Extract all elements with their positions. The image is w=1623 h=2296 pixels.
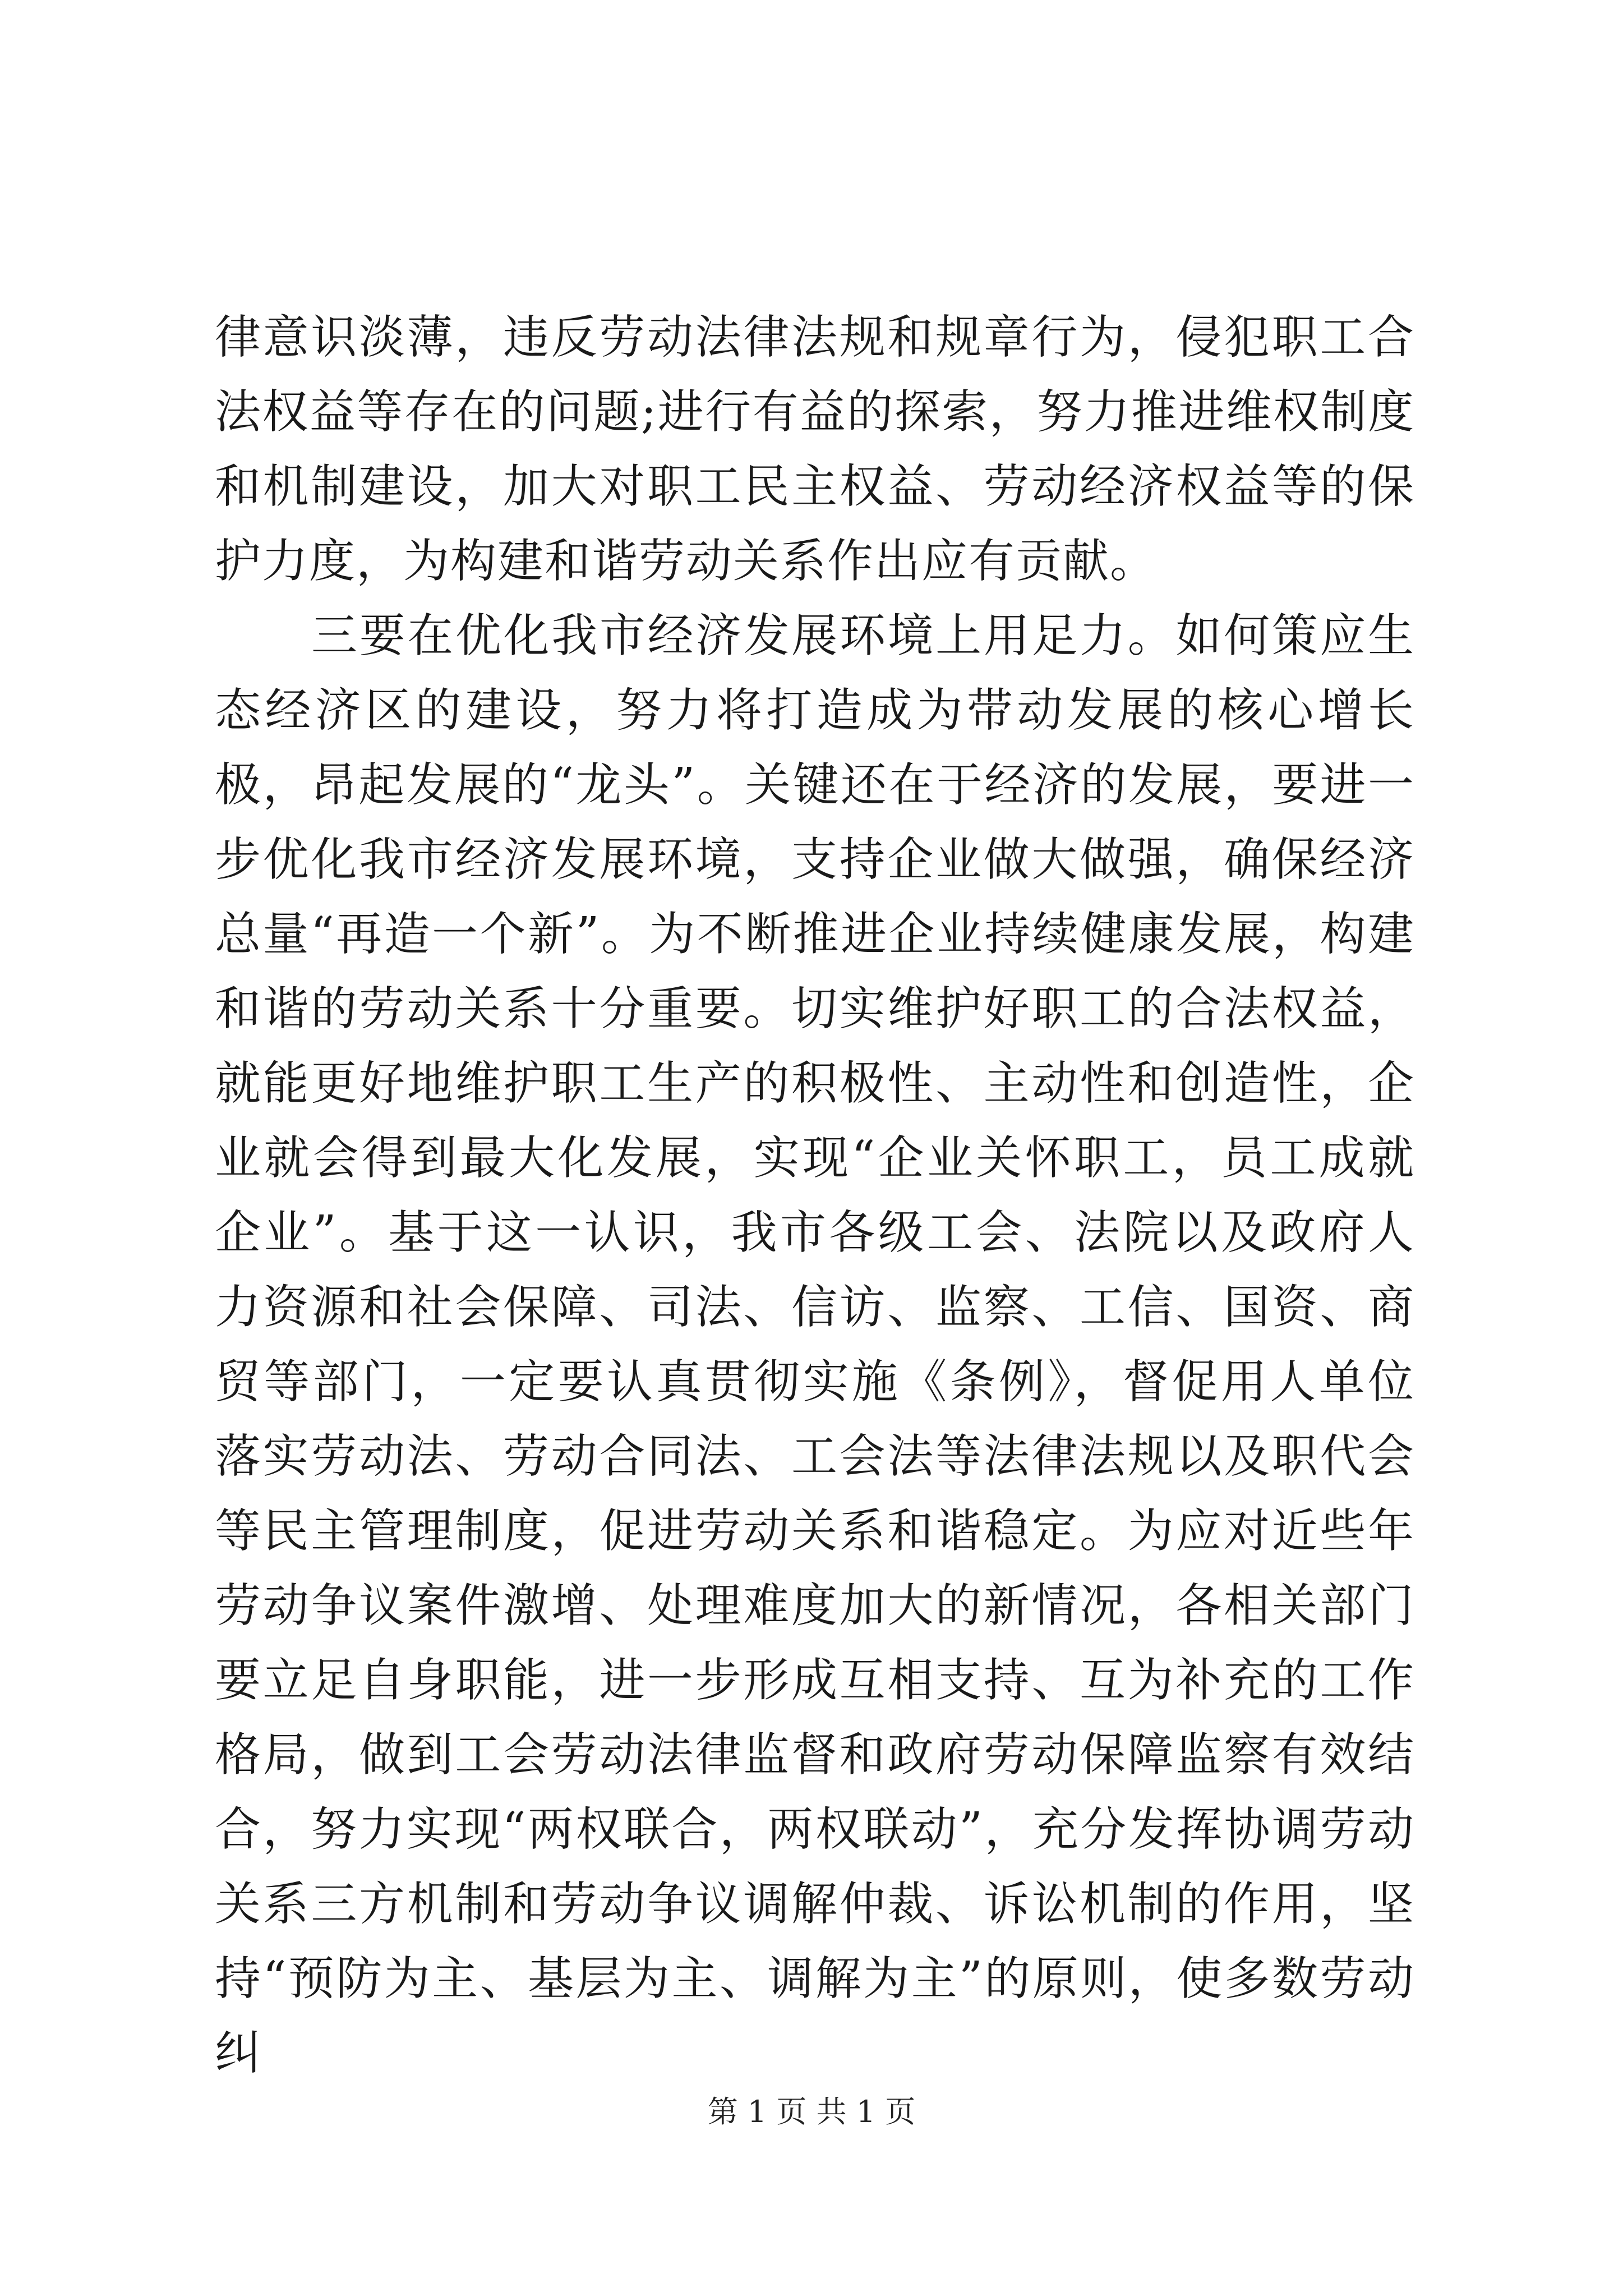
paragraph-2: 三要在优化我市经济发展环境上用足力。如何策应生态经济区的建设，努力将打造成为带动发展的核心增长极，昂起发展的“龙头”。关键还在于经济的发展，要进一步优化我市经济发展环境，支持企业做大做强，确保经济总量“再造一个新”。为不断推进企业持续健康发展，构建和谐的劳动关系十分重要。切实维护好职工的合法权益，就能更好地维护职工生产的积极性、主动性和创造性，企业就会得到最大化发展，实现“企业关怀职工，员工成就企业”。基于这一认识，我市各级工会、法院以及政府人力资源和社会保障、司法、信访、监察、工信、国资、商贸等部门，一定要认真贯彻实施《条例》，督促用人单位落实劳动法、劳动合同法、工会法等法律法规以及职代会等民主管理制度，促进劳动关系和谐稳定。为应对近些年劳动争议案件激增、处理难度加大的新情况，各相关部门要立足自身职能，进一步形成互相支持、互为补充的工作格局，做到工会劳动法律监督和政府劳动保障监察有效结合，努力实现“两权联合，两权联动”，充分发挥协调劳动关系三方机制和劳动争议调解仲裁、诉讼机制的作用，坚持“预防为主、基层为主、调解为主”的原则，使多数劳动纠 [215, 609, 1415, 2080]
document-body [215, 300, 1415, 2091]
paragraph-1: 律意识淡薄，违反劳动法律法规和规章行为，侵犯职工合法权益等存在的问题;进行有益的探索，努力推进维权制度和机制建设，加大对职工民主权益、劳动经济权益等的保护力度，为构建和谐劳动关系作出应有贡献。 [215, 311, 1415, 588]
page-footer: 第 1 页 共 1 页 [707, 2094, 916, 2129]
